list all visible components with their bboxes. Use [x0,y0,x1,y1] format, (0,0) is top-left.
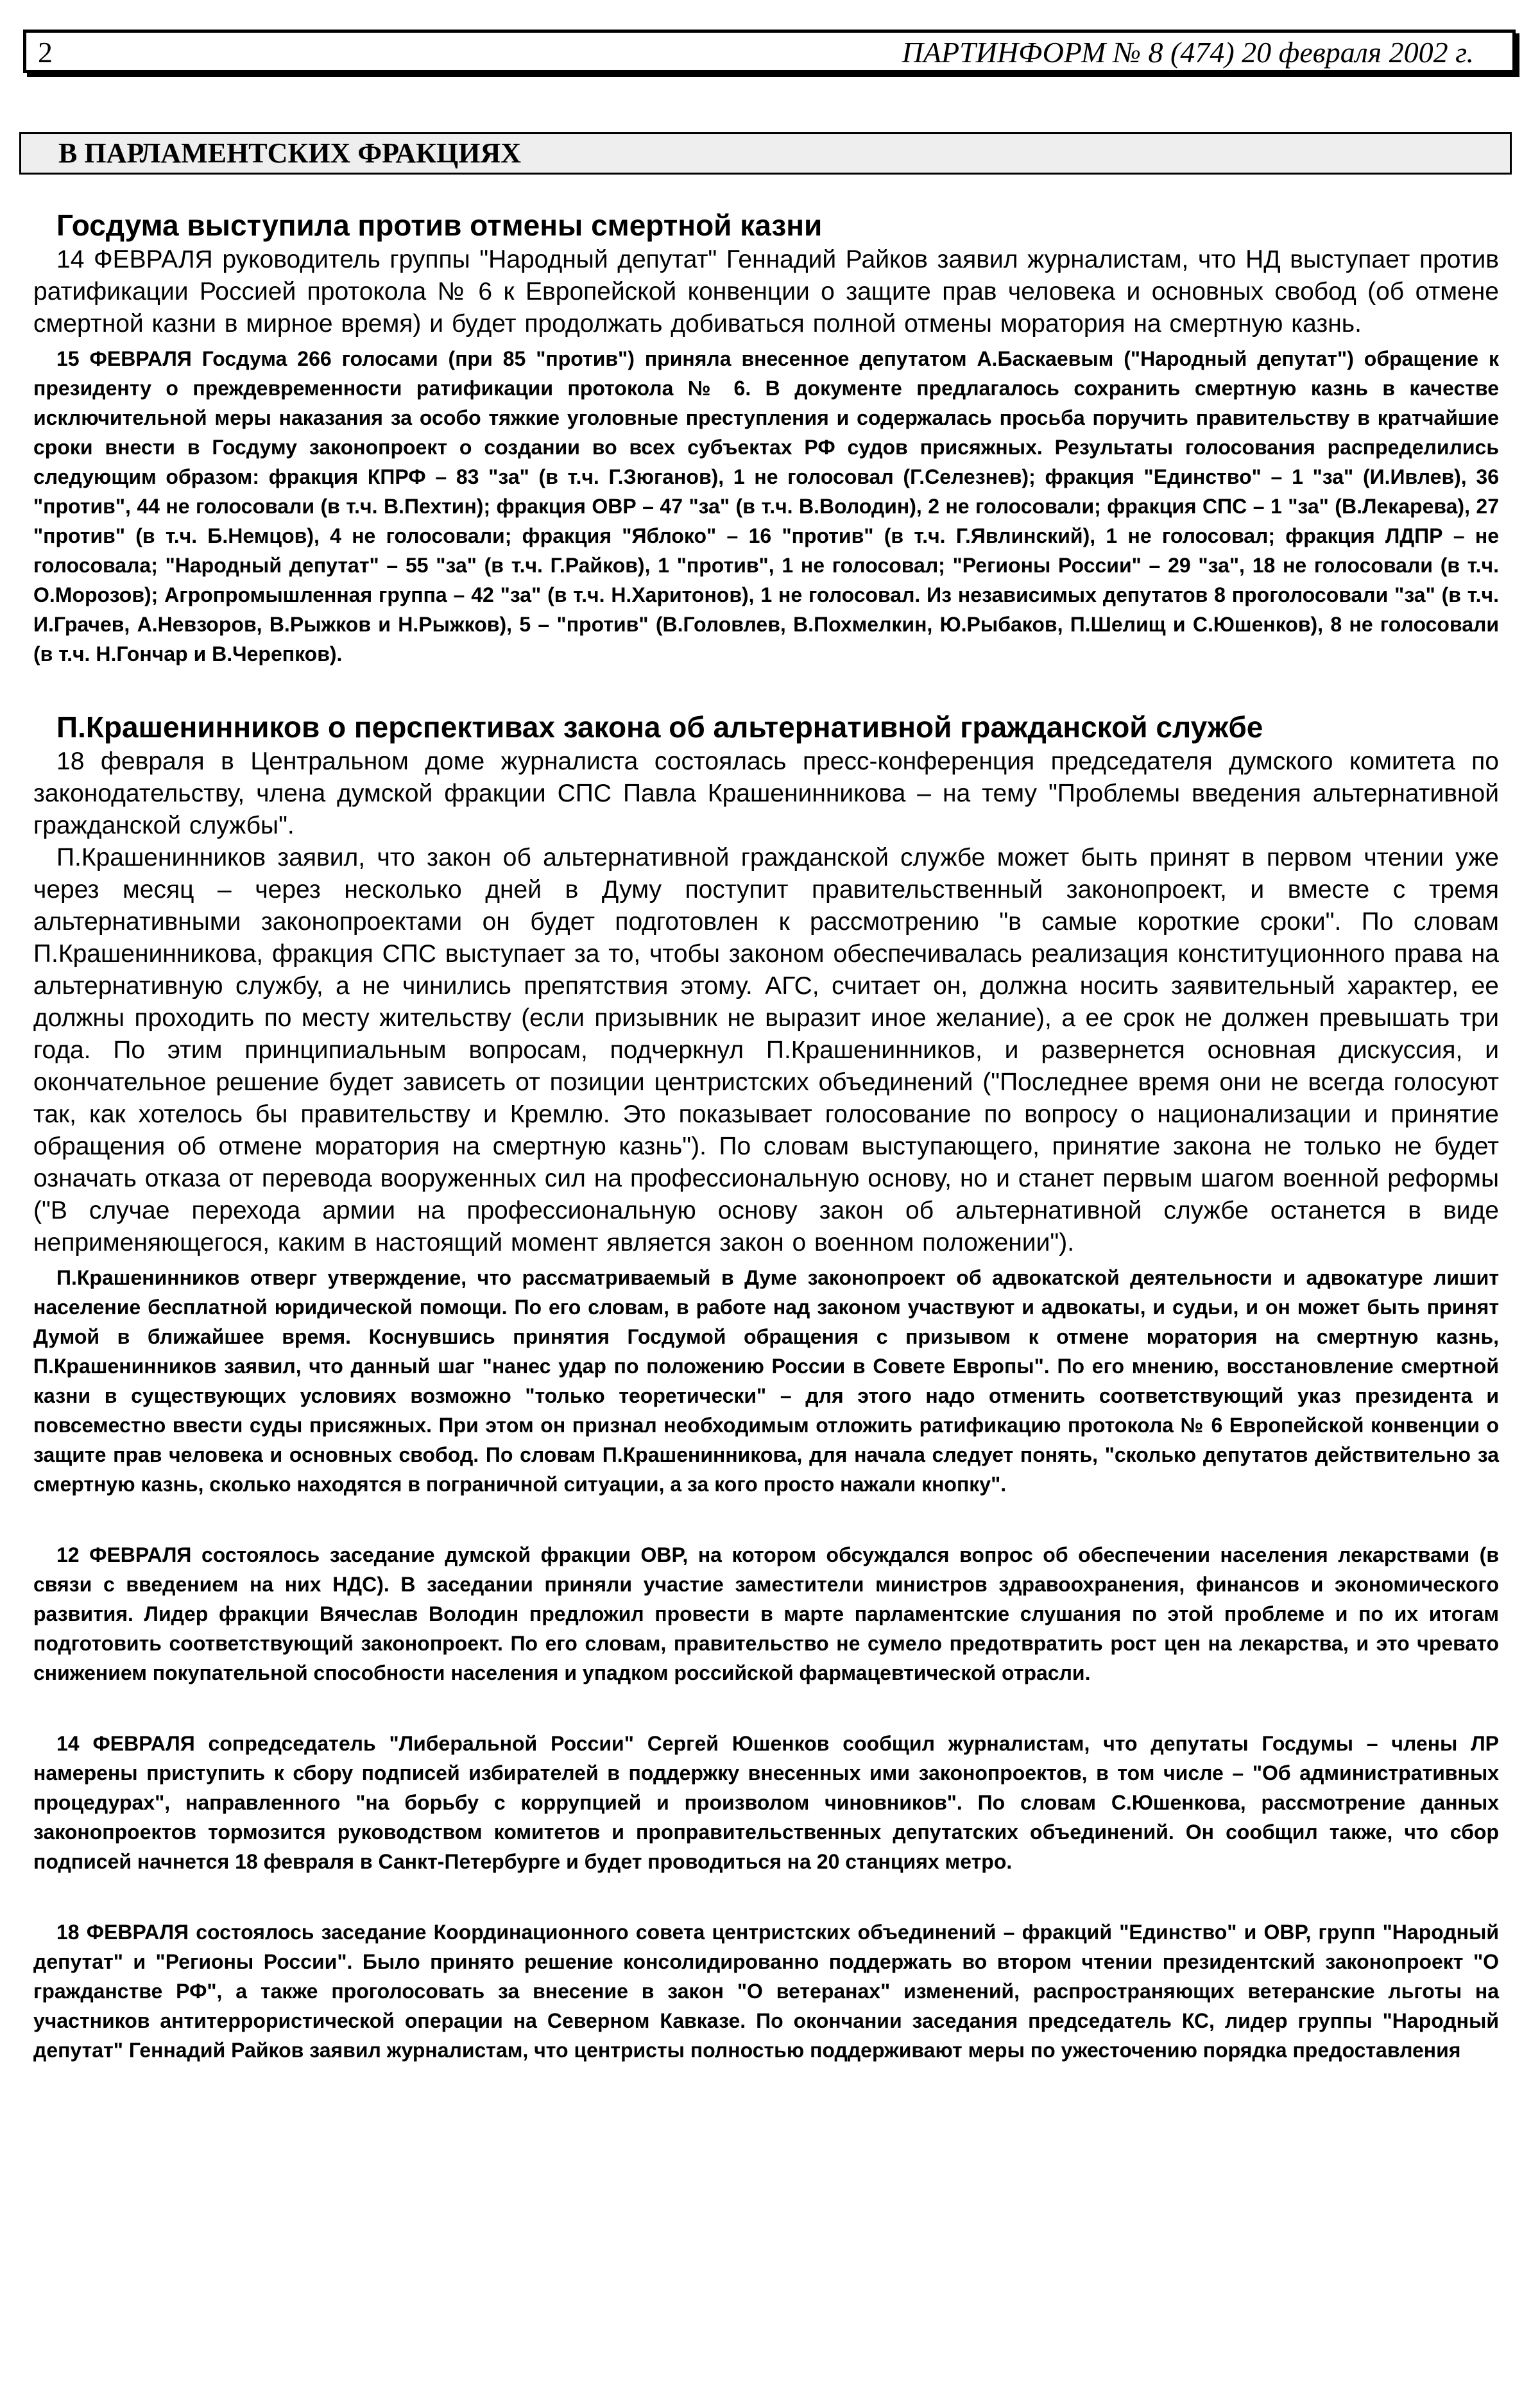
article-paragraph: 18 февраля в Центральном доме журналиста состоялась пресс-конференция председателя думского комитета по законодательству, члена думской фракции СПС Павла Крашенинникова – на тему "Проблемы введения альтернативной гражданской службы". [33,748,1499,839]
article-headline: П.Крашенинников о перспективах закона об альтернативной гражданской службе [56,710,1263,744]
news-item-council: 18 ФЕВРАЛЯ состоялось заседание Координационного совета центристских объединений – фракций "Единство" и ОВР, групп "Народный депутат" и "Регионы России". Было принято решение консолидированно поддержать во втором чтении президентский законопроект "О гражданстве РФ", а также проголосовать за внесение в закон "О ветеранах" изменений, распространяющих ветеранские льготы на участников антитеррористической операции на Северном Кавказе. По окончании заседания председатель КС, лидер группы "Народный депутат" Геннадий Райков заявил журналистам, что центристы полностью поддерживают меры по ужесточению порядка предоставления [33,1921,1499,2062]
section-header [19,132,1512,175]
article-death-penalty [33,208,1499,669]
spacer [33,669,1499,694]
article-alternative-service [33,710,1499,1499]
spacer [33,1876,1499,1914]
article-paragraph-bold: 15 ФЕВРАЛЯ Госдума 266 голосами (при 85 "против") приняла внесенное депутатом А.Баскаевым ("Народный депутат") обращение к президенту о преждевременности ратификации протокола № 6. В документе предлагалось сохранить смертную казнь в качестве исключительной меры наказания за особо тяжкие уголовные преступления и содержалась просьба поручить правительству в кратчайшие сроки внести в Госдуму законопроект о создании во всех субъектах РФ судов присяжных. Результаты голосования распределились следующим образом: фракция КПРФ – 83 "за" (в т.ч. Г.Зюганов), 1 не голосовал (Г.Селезнев); фракция "Единство" – 1 "за" (И.Ивлев), 36 "против", 44 не голосовали (в т.ч. В.Пехтин); фракция ОВР – 47 "за" (в т.ч. В.Володин), 2 не голосовали; фракция СПС – 1 "за" (В.Лекарева), 27 "против" (в т.ч. Б.Немцов), 4 не голосовали; фракция "Яблоко" – 16 "против" (в т.ч. Г.Явлинский), 1 не голосовал; фракция ЛДПР – не голосовала; "Народный депутат" – 55 "за" (в т.ч. Г.Райков), 1 "против", 1 не голосовал; "Регионы России" – 29 "за", 18 не голосовали (в т.ч. О.Морозов); Агропромышленная группа – 42 "за" (в т.ч. Н.Харитонов), 1 не голосовал. Из независимых депутатов 8 проголосовали "за" (в т.ч. И.Грачев, А.Невзоров, В.Рыжков и Н.Рыжков), 5 – "против" (В.Головлев, В.Похмелкин, Ю.Рыбаков, П.Шелищ и С.Юшенков), 8 не голосовали (в т.ч. Н.Гончар и В.Черепков). [33,347,1499,665]
article-paragraph-bold: П.Крашенинников отверг утверждение, что рассматриваемый в Думе законопроект об адвокатской деятельности и адвокатуре лишит население бесплатной юридической помощи. По его словам, в работе над законом участвуют и адвокаты, и судьи, и он может быть принят Думой в ближайшее время. Коснувшись принятия Госдумой обращения с призывом к отмене моратория на смертную казнь, П.Крашенинников заявил, что данный шаг "нанес удар по положению России в Совете Европы". По его мнению, восстановление смертной казни в существующих условиях возможно "только теоретически" – для этого надо отменить соответствующий указ президента и повсеместно ввести суды присяжных. При этом он признал необходимым отложить ратификацию протокола № 6 Европейской конвенции о защите прав человека и основных свобод. По словам П.Крашенинникова, для начала следует понять, "сколько депутатов действительно за смертную казнь, сколько находятся в пограничной ситуации, а за кого просто нажали кнопку". [33,1266,1499,1496]
news-item-ovr: 12 ФЕВРАЛЯ состоялось заседание думской фракции ОВР, на котором обсуждался вопрос об обеспечении населения лекарствами (в связи с введением на них НДС). В заседании приняли участие заместители министров здравоохранения, финансов и экономического развития. Лидер фракции Вячеслав Володин предложил провести в марте парламентские слушания по этой проблеме и по их итогам подготовить соответствующий законопроект. По его словам, правительство не сумело предотвратить рост цен на лекарства, и это чревато снижением покупательной способности населения и упадком российской фармацевтической отрасли. [33,1543,1499,1684]
article-paragraph: П.Крашенинников заявил, что закон об альтернативной гражданской службе может быть принят в первом чтении уже через месяц – через несколько дней в Думу поступит правительственный законопроект, и вместе с тремя альтернативными законопроектами он будет подготовлен к рассмотрению "в самые короткие сроки". По словам П.Крашенинникова, фракция СПС выступает за то, чтобы законом обеспечивалась реализация конституционного права на альтернативную службу, а не чинились препятствия этому. АГС, считает он, должна носить заявительный характер, ее должны проходить по месту жительству (если призывник не выразит иное желание), а ее срок не должен превышать три года. По этим принципиальным вопросам, подчеркнул П.Крашенинников, и развернется основная дискуссия, и окончательное решение будет зависеть от позиции центристских объединений ("Последнее время они не всегда голосуют так, как хотелось бы правительству и Кремлю. Это показывает голосование по вопросу о национализации и принятие обращения об отмене моратория на смертную казнь"). По словам выступающего, принятие закона не только не будет означать отказа от перевода вооруженных сил на профессиональную основу, но и станет первым шагом военной реформы ("В случае перехода армии на профессиональную основу закон об альтернативной службе останется в виде неприменяющегося, каким в настоящий момент является закон о военном положении"). [33,844,1499,1256]
page-content [33,193,1499,2065]
spacer [33,1688,1499,1725]
article-paragraph: 14 ФЕВРАЛЯ руководитель группы "Народный депутат" Геннадий Райков заявил журналистам, что НД выступает против ратификации Россией протокола № 6 к Европейской конвенции о защите прав человека и основных свобод (об отмене смертной казни в мирное время) и будет продолжать добиваться полной отмены моратория на смертную казнь. [33,246,1499,338]
masthead-bar [23,30,1516,73]
news-item-lr: 14 ФЕВРАЛЯ сопредседатель "Либеральной России" Сергей Юшенков сообщил журналистам, что депутаты Госдумы – члены ЛР намерены приступить к сбору подписей избирателей в поддержку внесенных ими законопроектов, в том числе – "Об административных процедурах", направленного "на борьбу с коррупцией и произволом чиновников". По словам С.Юшенкова, рассмотрение данных законопроектов тормозится руководством комитетов и проправительственных депутатских объединений. Он сообщил также, что сбор подписей начнется 18 февраля в Санкт-Петербурге и будет проводиться на 20 станциях метро. [33,1732,1499,1873]
masthead-title: ПАРТИНФОРМ № 8 (474) 20 февраля 2002 г. [902,36,1474,69]
page-number: 2 [38,36,53,69]
section-title: В ПАРЛАМЕНТСКИХ ФРАКЦИЯХ [58,137,522,169]
article-headline: Госдума выступила против отмены смертной казни [56,209,823,242]
spacer [33,1499,1499,1536]
